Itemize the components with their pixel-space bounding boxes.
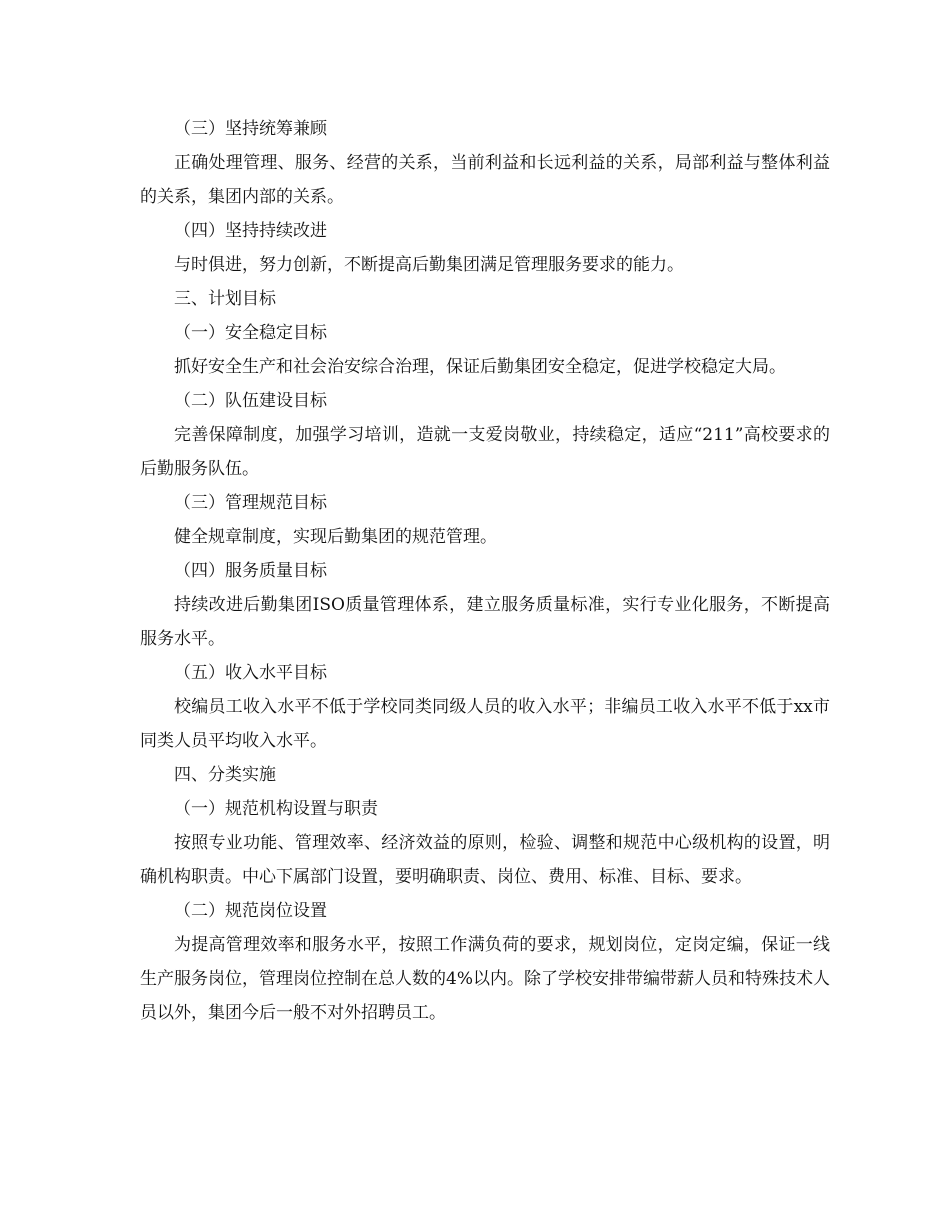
body-paragraph: 完善保障制度，加强学习培训，造就一支爱岗敬业，持续稳定，适应“211”高校要求的后勤服务队伍。: [140, 425, 830, 479]
document-body: [140, 112, 830, 1030]
body-paragraph: 按照专业功能、管理效率、经济效益的原则，检验、调整和规范中心级机构的设置，明确机构职责。中心下属部门设置，要明确职责、岗位、费用、标准、目标、要求。: [140, 833, 830, 887]
body-paragraph: 持续改进后勤集团ISO质量管理体系，建立服务质量标准，实行专业化服务，不断提高服务水平。: [140, 595, 830, 649]
section-heading: （四）服务质量目标: [174, 561, 327, 581]
body-paragraph: 为提高管理效率和服务水平，按照工作满负荷的要求，规划岗位，定岗定编，保证一线生产服务岗位，管理岗位控制在总人数的4%以内。除了学校安排带编带薪人员和特殊技术人员以外，集团今后一般不对外招聘员工。: [140, 935, 830, 1023]
section-heading: （一）安全稳定目标: [174, 323, 327, 343]
section-heading: （二）队伍建设目标: [174, 391, 327, 411]
section-heading: （三）管理规范目标: [174, 493, 327, 513]
body-paragraph: 与时俱进，努力创新，不断提高后勤集团满足管理服务要求的能力。: [174, 255, 684, 275]
body-paragraph: 抓好安全生产和社会治安综合治理，保证后勤集团安全稳定，促进学校稳定大局。: [174, 357, 786, 377]
section-heading: （一）规范机构设置与职责: [174, 799, 378, 819]
chapter-heading: 四、分类实施: [174, 765, 276, 785]
chapter-heading: 三、计划目标: [174, 289, 276, 309]
body-paragraph: 正确处理管理、服务、经营的关系，当前利益和长远利益的关系，局部利益与整体利益的关系，集团内部的关系。: [140, 153, 830, 207]
section-heading: （四）坚持持续改进: [174, 221, 327, 241]
section-heading: （二）规范岗位设置: [174, 901, 327, 921]
section-heading: （五）收入水平目标: [174, 663, 327, 683]
section-heading: （三）坚持统筹兼顾: [174, 119, 327, 139]
body-paragraph: 校编员工收入水平不低于学校同类同级人员的收入水平；非编员工收入水平不低于xx市同类人员平均收入水平。: [140, 697, 830, 751]
body-paragraph: 健全规章制度，实现后勤集团的规范管理。: [174, 527, 497, 547]
